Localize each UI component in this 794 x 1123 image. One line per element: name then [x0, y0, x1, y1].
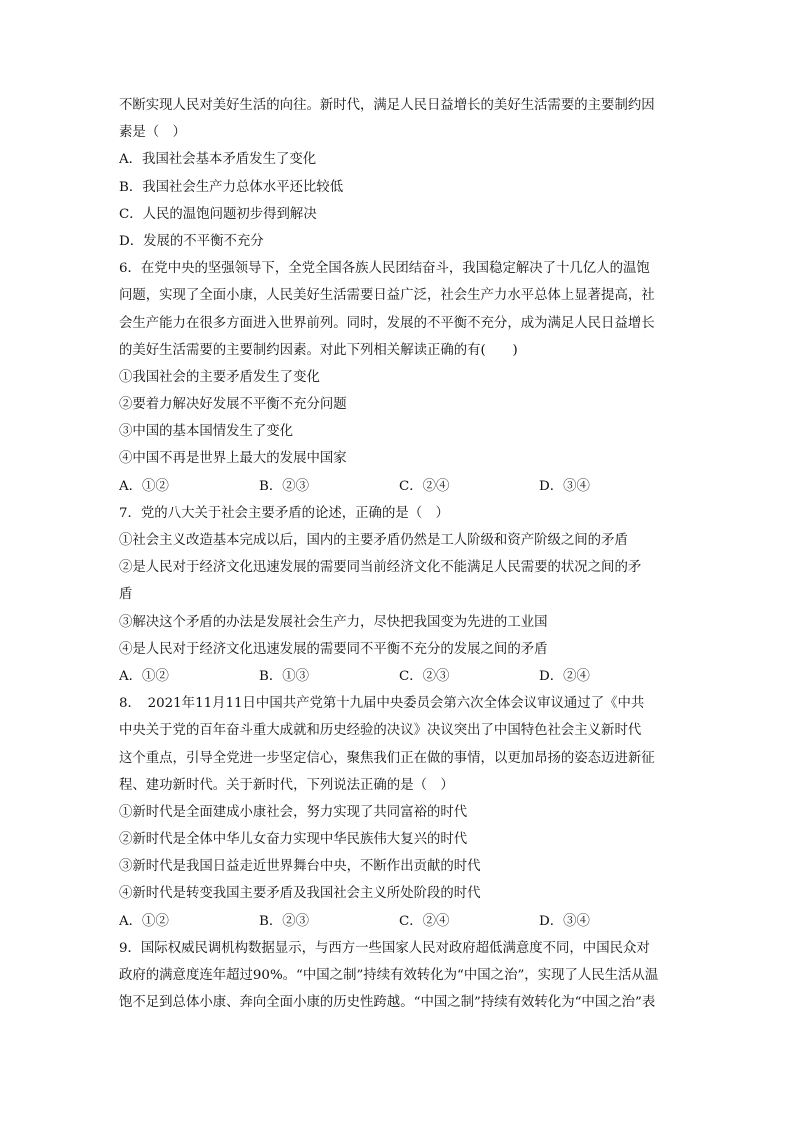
question-8-choice-d: D．③④ [539, 913, 590, 929]
question-8-stem-line-2: 中央关于党的百年奋斗重大成就和历史经验的决议》决议突出了中国特色社会主义新时代 [119, 723, 642, 739]
question-8-item-3: ③新时代是我国日益走近世界舞台中央，不断作出贡献的时代 [119, 859, 481, 875]
question-6-stem-line-3: 会生产能力在很多方面进入世界前列。同时，发展的不平衡不充分，成为满足人民日益增长 [119, 315, 655, 331]
question-6-choice-a: A．①② [119, 478, 169, 494]
question-8-choice-b: B．②③ [259, 913, 310, 929]
question-9 [119, 935, 679, 1017]
question-7-item-1: ①社会主义改造基本完成以后，国内的主要矛盾仍然是工人阶级和资产阶级之间的矛盾 [119, 533, 628, 548]
question-8-choices [119, 908, 679, 935]
question-7-stem-line-1: 7．党的八大关于社会主要矛盾的论述，正确的是（ ） [119, 505, 449, 521]
question-8-stem-line-1: 8． 2021年11月11日中国共产党第十九届中央委员会第六次全体会议审议通过了《中共 [119, 696, 645, 712]
question-6-stem-line-1: 6．在党中央的坚强领导下，全党全国各族人民团结奋斗，我国稳定解决了十几亿人的温饱 [119, 261, 650, 277]
question-8-item-1: ①新时代是全面建成小康社会，努力实现了共同富裕的时代 [119, 804, 468, 820]
question-8-stem-line-4: 程、建功新时代。关于新时代，下列说法正确的是（ ） [119, 777, 454, 793]
question-7-choices [119, 663, 679, 690]
question-5-stem-line-1: 不断实现人民对美好生活的向往。新时代，满足人民日益增长的美好生活需要的主要制约因 [119, 98, 655, 113]
question-8-choice-a: A．①② [119, 913, 169, 929]
question-6-stem-line-2: 问题，实现了全面小康，人民美好生活需要日益广泛，社会生产力水平总体上显著提高，社 [119, 288, 655, 304]
question-7-choice-a: A．①② [119, 668, 169, 684]
question-6-choice-b: B．②③ [259, 478, 310, 494]
question-5-option-b: B．我国社会生产力总体水平还比较低 [119, 179, 344, 195]
question-7-choice-d: D．②④ [539, 668, 590, 684]
page-content [119, 92, 679, 1016]
question-8-stem-line-3: 这个重点，引导全党进一步坚定信心，聚焦我们正在做的事情，以更加昂扬的姿态迈进新征 [119, 750, 655, 766]
question-7 [119, 500, 679, 690]
question-6-item-2: ②要着力解决好发展不平衡不充分问题 [119, 397, 347, 413]
question-6-choice-c: C．②④ [399, 478, 450, 494]
question-6-choices [119, 473, 679, 500]
question-5-stem-line-2: 素是（ ） [119, 125, 186, 141]
question-5 [119, 92, 679, 255]
question-7-item-2-continued: 盾 [119, 587, 133, 603]
question-7-choice-b: B．①③ [259, 668, 310, 684]
question-9-stem-line-2: 政府的满意度连年超过90%。“中国之制”持续有效转化为“中国之治”，实现了人民生活从温 [119, 968, 659, 983]
question-7-item-2: ②是人民对于经济文化迅速发展的需要同当前经济文化不能满足人民需要的状况之间的矛 [119, 560, 642, 576]
question-8-item-2: ②新时代是全体中华儿女奋力实现中华民族伟大复兴的时代 [119, 832, 468, 848]
question-7-choice-c: C．②③ [399, 668, 450, 684]
question-7-item-4: ④是人民对于经济文化迅速发展的需要同不平衡不充分的发展之间的矛盾 [119, 641, 548, 657]
question-6 [119, 255, 679, 500]
question-6-stem-line-4: 的美好生活需要的主要制约因素。对此下列相关解读正确的有( ) [119, 342, 518, 358]
question-8-choice-c: C．②④ [399, 913, 450, 929]
question-8 [119, 690, 679, 935]
question-5-option-d: D．发展的不平衡不充分 [119, 233, 264, 249]
question-6-item-1: ①我国社会的主要矛盾发生了变化 [119, 369, 320, 385]
question-7-item-3: ③解决这个矛盾的办法是发展社会生产力，尽快把我国变为先进的工业国 [119, 614, 548, 630]
question-5-option-a: A．我国社会基本矛盾发生了变化 [119, 152, 317, 168]
question-6-item-3: ③中国的基本国情发生了变化 [119, 424, 294, 440]
question-6-item-4: ④中国不再是世界上最大的发展中国家 [119, 451, 347, 467]
question-9-stem-line-1: 9．国际权威民调机构数据显示，与西方一些国家人民对政府超低满意度不同，中国民众对 [119, 940, 650, 956]
question-9-stem-line-3: 饱不足到总体小康、奔向全面小康的历史性跨越。“中国之制”持续有效转化为“中国之治”表 [119, 995, 656, 1011]
question-8-item-4: ④新时代是转变我国主要矛盾及我国社会主义所处阶段的时代 [119, 886, 481, 902]
question-5-option-c: C．人民的温饱问题初步得到解决 [119, 206, 317, 222]
question-6-choice-d: D．③④ [539, 478, 590, 494]
